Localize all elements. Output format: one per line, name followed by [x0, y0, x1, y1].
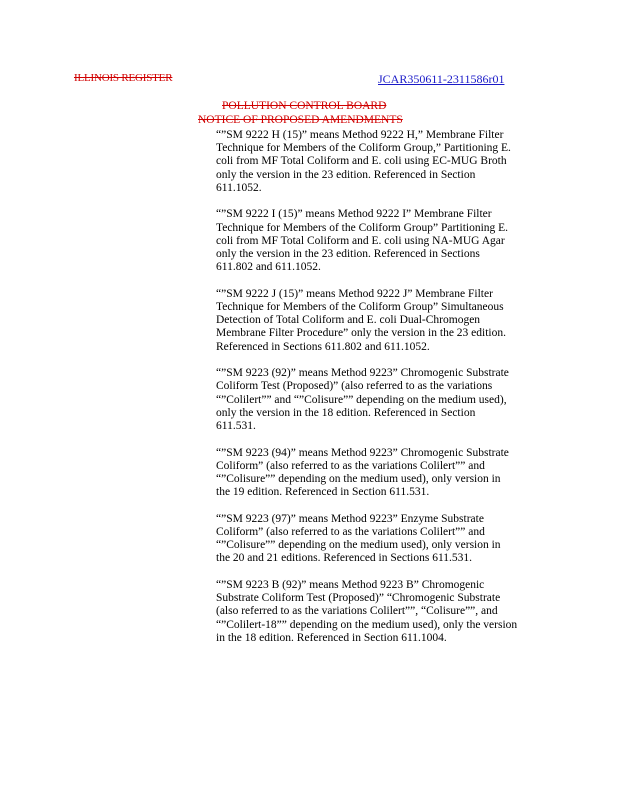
definition-line: Detection of Total Coliform and E. coli Dual-Chromogen	[216, 314, 481, 327]
definition-line: coli from MF Total Coliform and E. coli using EC-MUG Broth	[216, 155, 507, 168]
notice-heading: NOTICE OF PROPOSED AMENDMENTS	[198, 114, 403, 126]
definition-line: only the version in the 23 edition. Referenced in Section	[216, 168, 476, 181]
definition-sm-9222-h	[216, 129, 561, 195]
definition-line: Coliform” (also referred to as the variations Colilert”” and	[216, 526, 485, 539]
definition-line: “”SM 9223 (92)” means Method 9223” Chromogenic Substrate	[216, 367, 509, 380]
definition-line: Technique for Members of the Coliform Group,” Partitioning E.	[216, 142, 511, 155]
definition-line: the 19 edition. Referenced in Section 611.531.	[216, 486, 430, 499]
definition-line: Technique for Members of the Coliform Group” Simultaneous	[216, 301, 504, 314]
definition-line: 611.531.	[216, 420, 256, 433]
definition-sm-9223-94	[216, 447, 561, 500]
register-header: ILLINOIS REGISTER	[74, 72, 173, 84]
definition-line: “”SM 9222 I (15)” means Method 9222 I” Membrane Filter	[216, 208, 492, 221]
definition-sm-9223-b	[216, 579, 561, 645]
definition-line: Technique for Members of the Coliform Group” Partitioning E.	[216, 221, 509, 234]
definition-line: 611.1052.	[216, 181, 262, 194]
definition-line: “”SM 9223 B (92)” means Method 9223 B” Chromogenic	[216, 579, 485, 592]
document-id-link[interactable]: JCAR350611-2311586r01	[378, 72, 505, 86]
definition-line: “”SM 9223 (97)” means Method 9223” Enzyme Substrate	[216, 512, 484, 525]
definition-line: only the version in the 23 edition. Referenced in Sections	[216, 248, 480, 261]
definition-line: 611.802 and 611.1052.	[216, 261, 321, 274]
definition-line: (also referred to as the variations Colilert””, “Colisure””, and	[216, 605, 498, 618]
definition-line: “”SM 9223 (94)” means Method 9223” Chromogenic Substrate	[216, 446, 509, 459]
definitions-list	[216, 129, 561, 658]
definition-line: “”SM 9222 J (15)” means Method 9222 J” Membrane Filter	[216, 287, 493, 300]
definition-sm-9222-i	[216, 208, 561, 274]
definition-line: the 20 and 21 editions. Referenced in Sections 611.531.	[216, 552, 473, 565]
definition-line: “”Colisure”” depending on the medium used), only version in	[216, 473, 501, 486]
definition-line: Coliform” (also referred to as the variations Colilert”” and	[216, 459, 485, 472]
definition-line: “”Colisure”” depending on the medium used), only version in	[216, 539, 501, 552]
definition-line: coli from MF Total Coliform and E. coli using NA-MUG Agar	[216, 234, 505, 247]
definition-sm-9222-j	[216, 288, 561, 354]
definition-line: “”Colilert-18”” depending on the medium used), only the version	[216, 618, 518, 631]
definition-line: only the version in the 18 edition. Referenced in Section	[216, 406, 476, 419]
definition-line: “”Colilert”” and “”Colisure”” depending on the medium used),	[216, 393, 507, 406]
definition-line: “”SM 9222 H (15)” means Method 9222 H,” Membrane Filter	[216, 129, 504, 141]
definition-line: in the 18 edition. Referenced in Section 611.1004.	[216, 631, 447, 644]
definition-line: Coliform Test (Proposed)” (also referred to as the variations	[216, 380, 493, 393]
definition-sm-9223-92	[216, 367, 561, 433]
definition-line: Membrane Filter Procedure” only the version in the 23 edition.	[216, 327, 506, 340]
definition-sm-9223-97	[216, 513, 561, 566]
definition-line: Substrate Coliform Test (Proposed)” “Chromogenic Substrate	[216, 592, 501, 605]
agency-heading: POLLUTION CONTROL BOARD	[222, 100, 387, 112]
definition-line: Referenced in Sections 611.802 and 611.1052.	[216, 340, 430, 353]
